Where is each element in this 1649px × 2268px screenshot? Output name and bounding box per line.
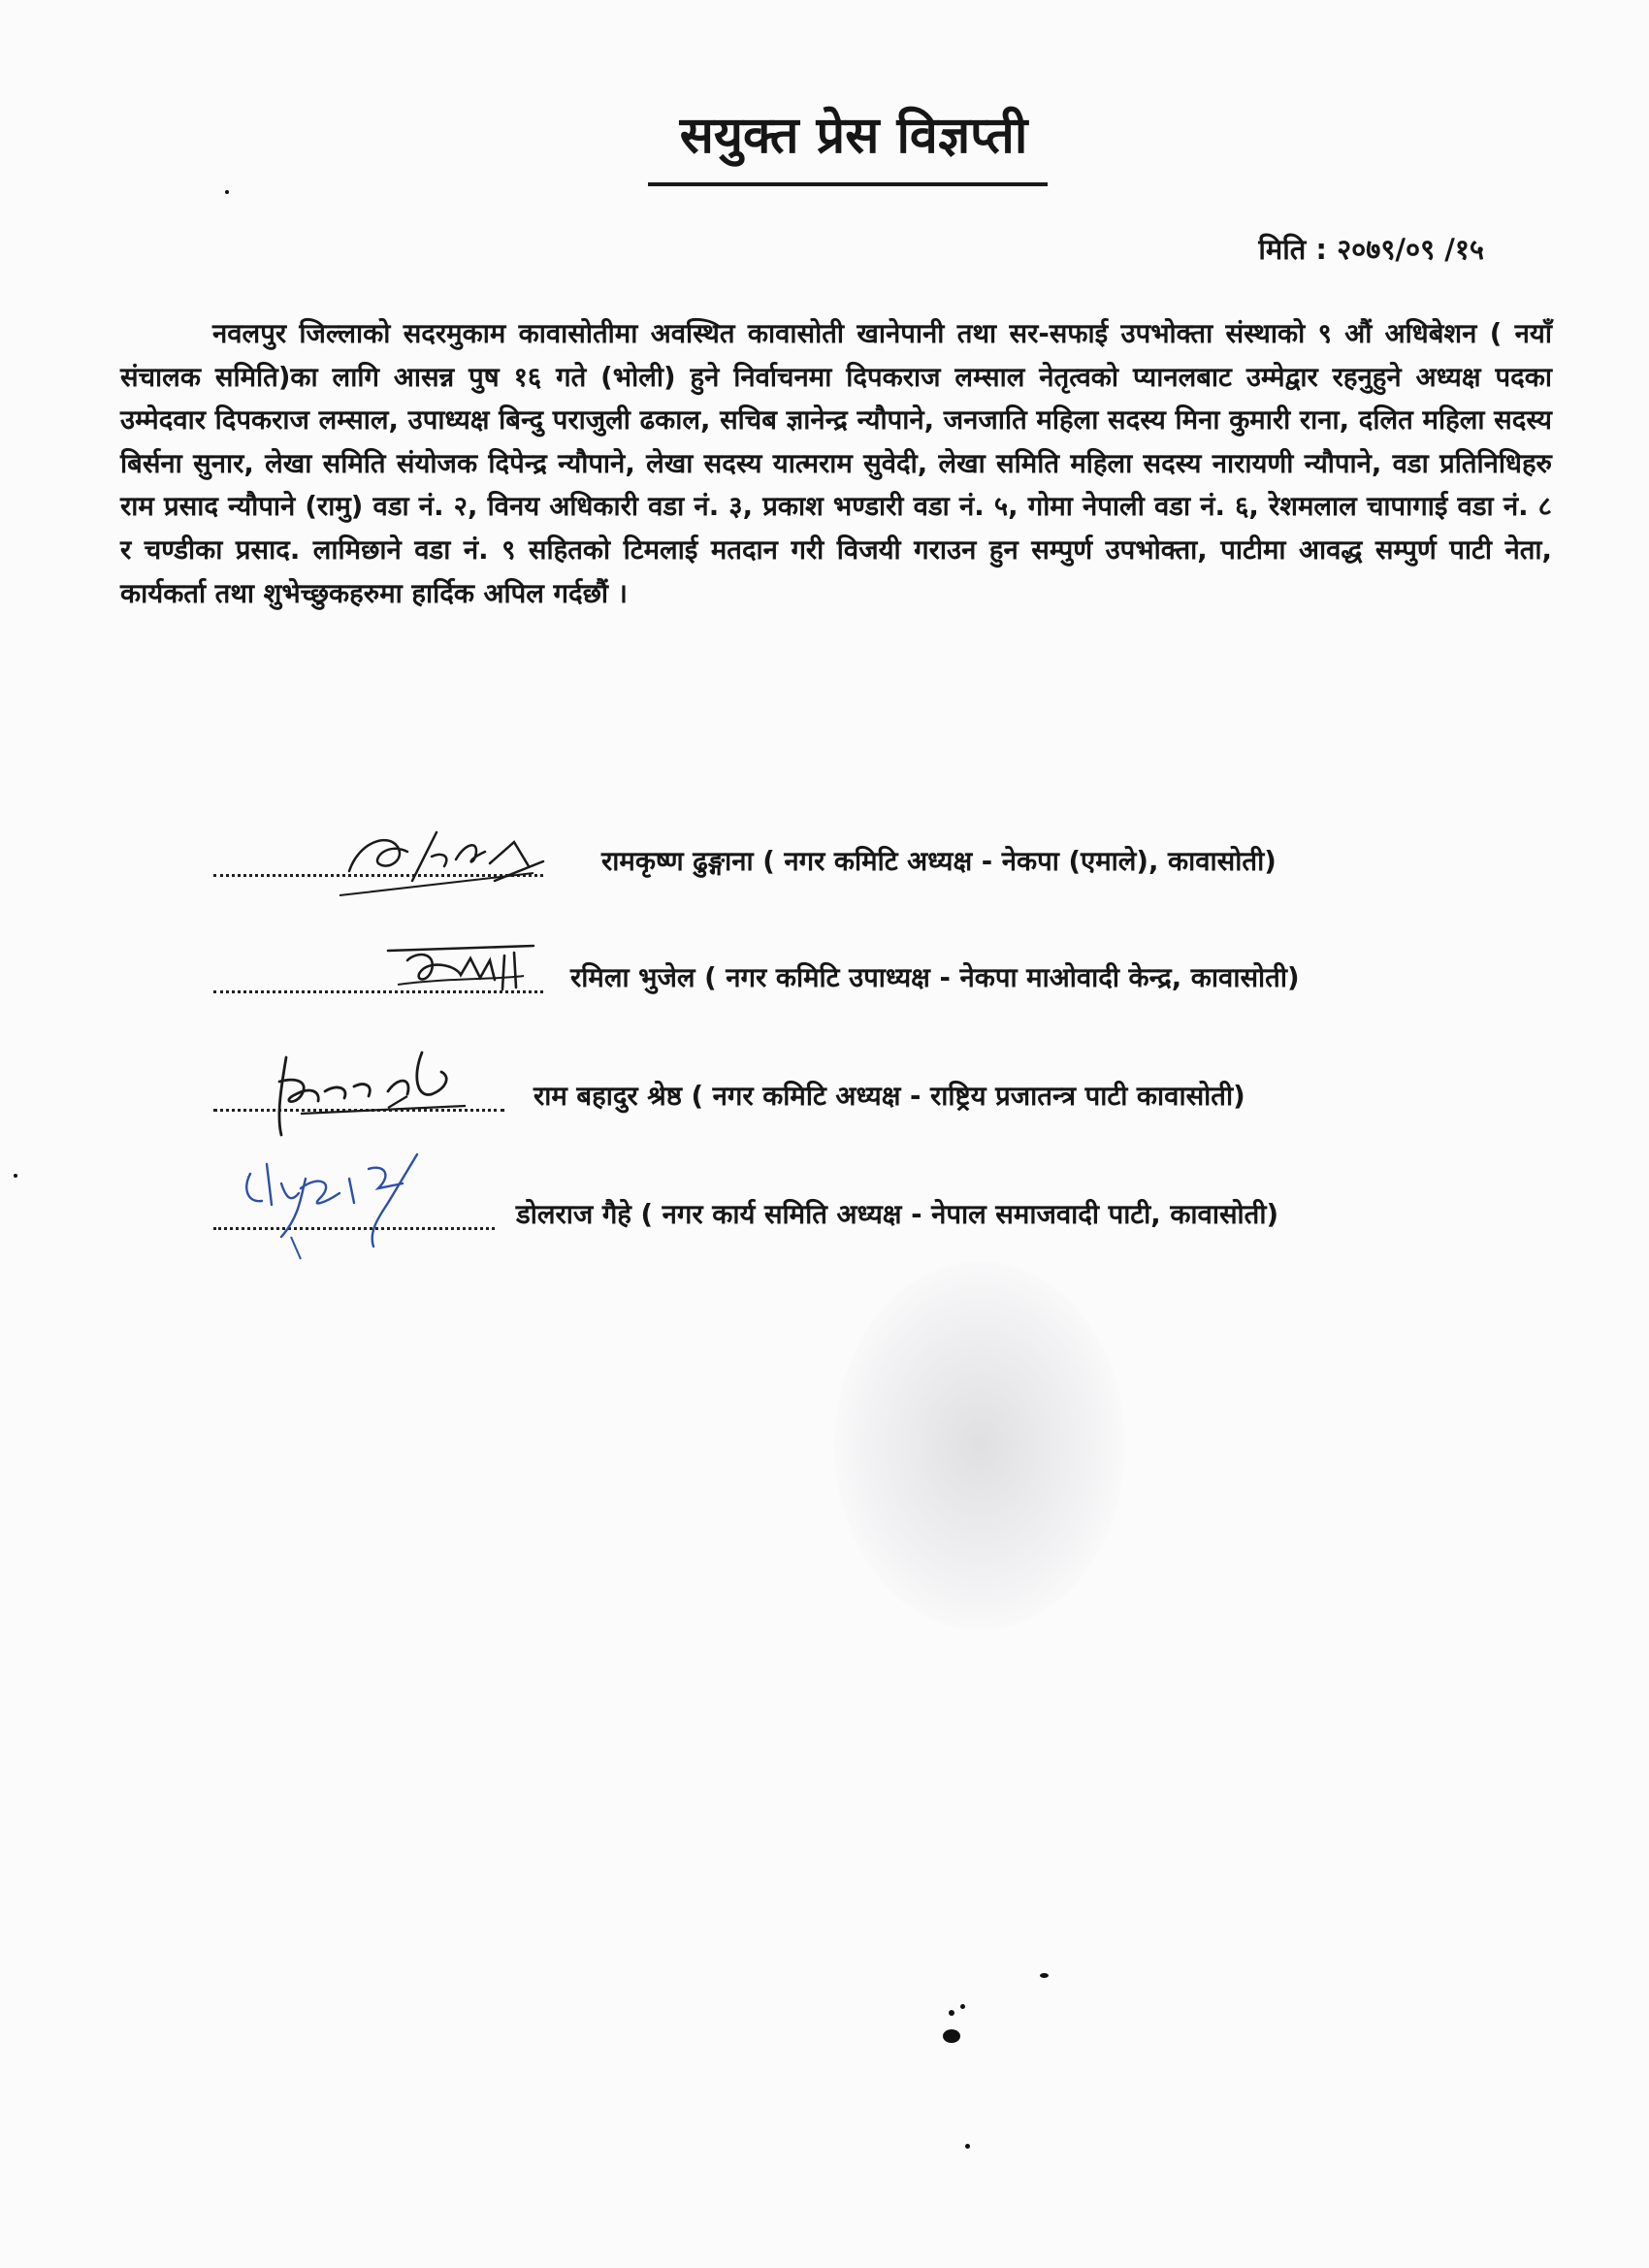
ink-speck [1040, 1973, 1049, 1978]
signatory-4-name: डोलराज गैहे ( नगर कार्य समिति अध्यक्ष - नेपाल समाजवादी पाटी, कावासोती) [516, 1199, 1279, 1230]
signatory-row-3 [213, 1057, 1552, 1125]
ink-speck [960, 2004, 965, 2009]
signatory-1-name: रामकृष्ण ढुङ्गाना ( नगर कमिटि अध्यक्ष - नेकपा (एमाले), कावासोती) [601, 846, 1277, 877]
signatory-3-name: राम बहादुर श्रेष्ठ ( नगर कमिटि अध्यक्ष - राष्ट्रिय प्रजातन्त्र पाटी कावासोती) [534, 1081, 1245, 1112]
document-title: सयुक्त प्रेस विज्ञप्ती [679, 107, 1028, 165]
signatory-row-1 [213, 823, 1552, 891]
ink-speck [943, 2029, 960, 2043]
signatory-row-4 [213, 1176, 1552, 1244]
signature-4-mark [223, 1145, 475, 1266]
signature-2-mark [369, 931, 601, 1014]
signatory-row-2 [213, 939, 1552, 1007]
title-underline [648, 182, 1048, 186]
ink-speck [965, 2144, 970, 2149]
signatory-2-name: रमिला भुजेल ( नगर कमिटि उपाध्यक्ष - नेकपा माओवादी केन्द्र, कावासोती) [570, 962, 1300, 993]
ink-speck [225, 190, 229, 194]
document-date: मिति : २०७९/०९ /१५ [1258, 233, 1484, 266]
signature-3-mark [242, 1038, 495, 1145]
ink-speck [949, 2010, 954, 2016]
ink-speck [14, 1174, 17, 1178]
signature-1-mark [320, 813, 572, 905]
body-paragraph: नवलपुर जिल्लाको सदरमुकाम कावासोतीमा अवस्थित कावासोती खानेपानी तथा सर-सफाई उपभोक्ता संस्थाको ९ औं अधिबेशन ( नयाँ संचालक समिति)का लागि आसन्न पुष १६ गते (भोली) हुने निर्वाचनमा दिपकराज लम्साल नेतृत्वको प्यानलबाट उम्मेद्वार रहनुहुने अध्यक्ष पदका उम्मेदवार दिपकराज लम्साल, उपाध्यक्ष बिन्दु पराजुली ढकाल, सचिब ज्ञानेन्द्र न्यौपाने, जनजाति महिला सदस्य मिना कुमारी राना, दलित महिला सदस्य बिर्सना सुनार, लेखा समिति संयोजक दिपेन्द्र न्यौपाने, लेखा सदस्य यात्मराम सुवेदी, लेखा समिति महिला सदस्य नारायणी न्यौपाने, वडा प्रतिनिधिहरु राम प्रसाद न्यौपाने (रामु) वडा नं. २, विनय अधिकारी वडा नं. ३, प्रकाश भण्डारी वडा नं. ५, गोमा नेपाली वडा नं. ६, रेशमलाल चापागाई वडा नं. ८ र चण्डीका प्रसाद. लामिछाने वडा नं. ९ सहितको टिमलाई मतदान गरी विजयी गराउन हुन सम्पुर्ण उपभोक्ता, पाटीमा आवद्ध सम्पुर्ण पाटी नेता, कार्यकर्ता तथा शुभेच्छुकहरुमा हार्दिक अपिल गर्दछौं । [120, 318, 1552, 609]
water-stain [834, 1261, 1125, 1630]
